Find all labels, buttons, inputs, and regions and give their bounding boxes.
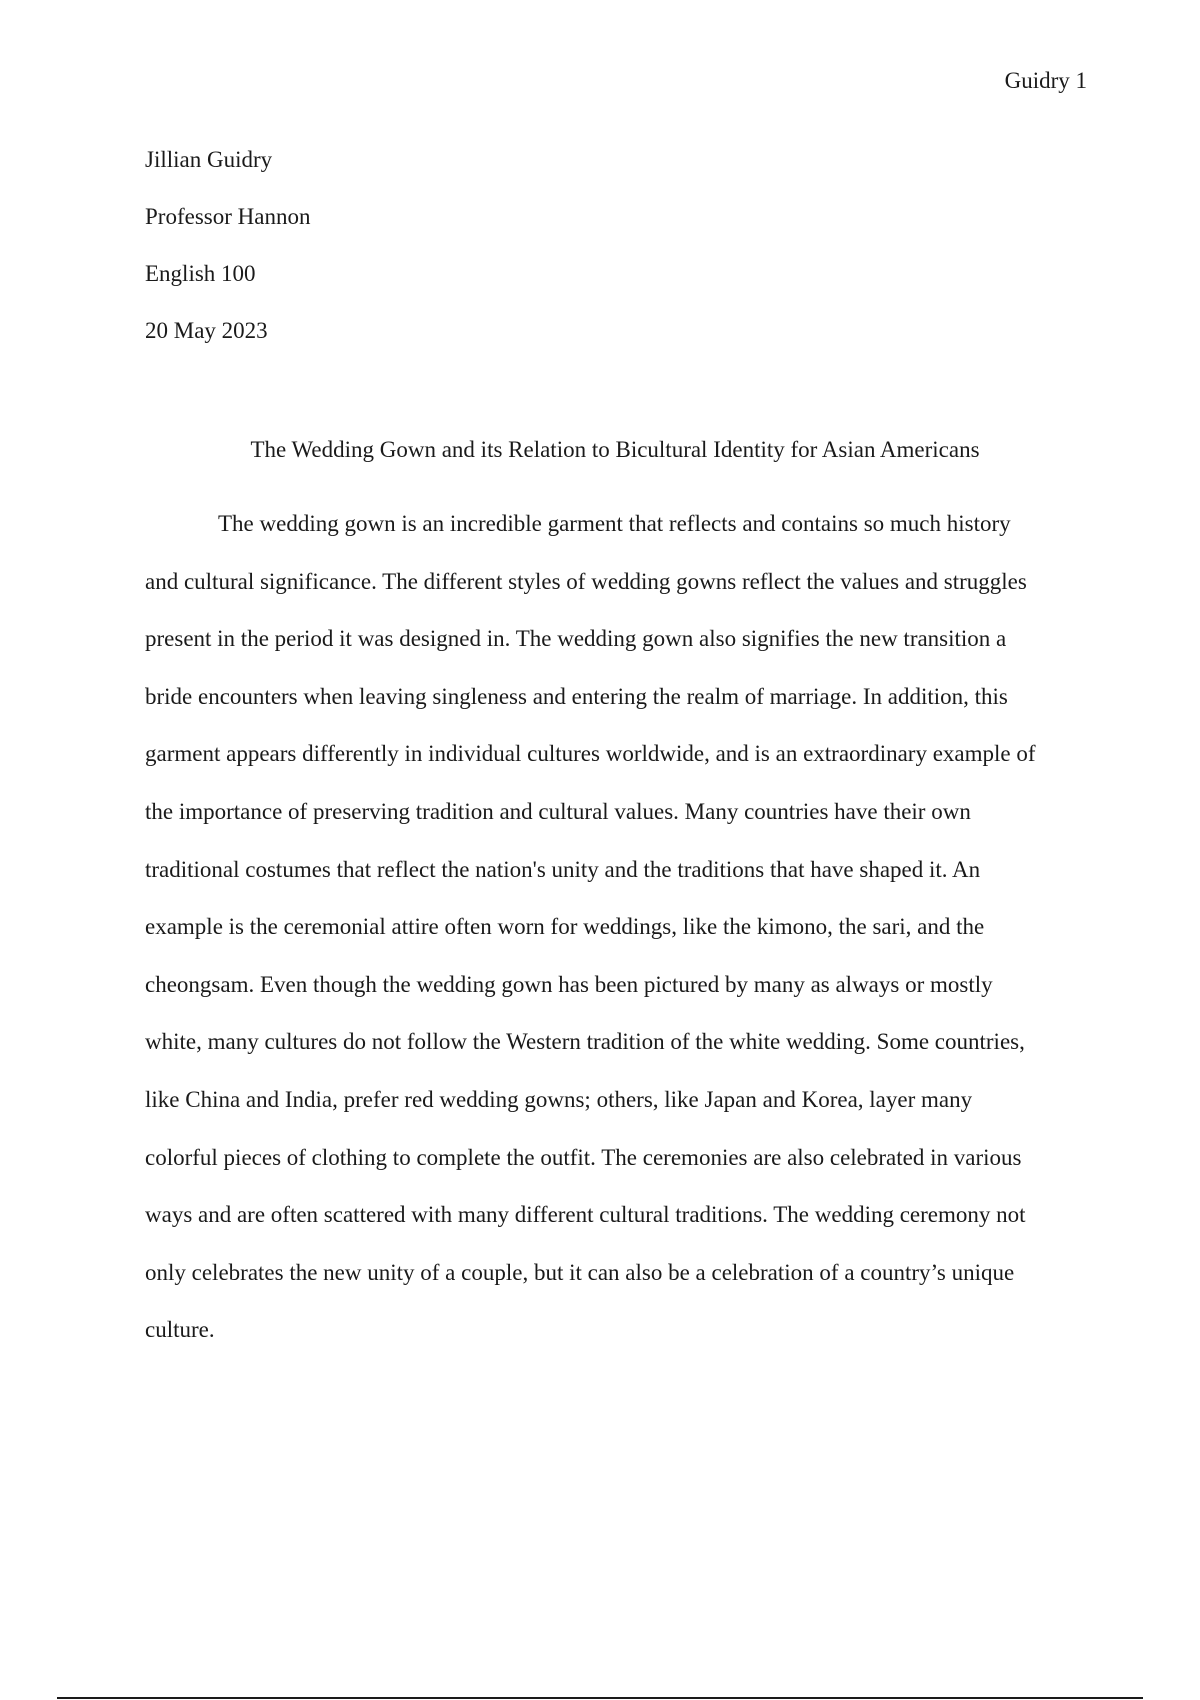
paragraph-line: only celebrates the new unity of a couple, but it can also be a celebration of a country’s unique: [145, 1259, 1015, 1285]
paragraph-line: the importance of preserving tradition and cultural values. Many countries have their own: [145, 798, 971, 824]
instructor-name: Professor Hannon: [145, 204, 311, 229]
paragraph-line: and cultural significance. The different styles of wedding gowns reflect the values and struggles: [145, 568, 1027, 594]
paragraph-line: present in the period it was designed in. The wedding gown also signifies the new transition a: [145, 626, 1007, 652]
paragraph-line: example is the ceremonial attire often worn for weddings, like the kimono, the sari, and the: [145, 914, 985, 940]
author-name: Jillian Guidry: [145, 147, 273, 172]
mla-heading: [145, 145, 1085, 373]
paragraph-line: white, many cultures do not follow the Western tradition of the white wedding. Some countries,: [145, 1029, 1025, 1055]
page-bottom-rule: [57, 1697, 1143, 1699]
essay-title: The Wedding Gown and its Relation to Bicultural Identity for Asian Americans: [250, 437, 980, 462]
paragraph-line: cheongsam. Even though the wedding gown has been pictured by many as always or mostly: [145, 971, 993, 997]
paragraph-line: bride encounters when leaving singleness and entering the realm of marriage. In addition, this: [145, 683, 1008, 709]
paragraph-line: culture.: [145, 1317, 215, 1343]
paragraph-line: ways and are often scattered with many different cultural traditions. The wedding ceremony not: [145, 1202, 1026, 1228]
essay-date: 20 May 2023: [145, 318, 268, 343]
running-header: Guidry 1: [1004, 68, 1087, 93]
course-name: English 100: [145, 261, 256, 286]
essay-body-paragraph: [145, 495, 1085, 1359]
paragraph-line: The wedding gown is an incredible garment that reflects and contains so much history: [218, 511, 1011, 536]
paragraph-line: garment appears differently in individual cultures worldwide, and is an extraordinary example of: [145, 741, 1036, 767]
paragraph-line: like China and India, prefer red wedding gowns; others, like Japan and Korea, layer many: [145, 1086, 973, 1112]
paragraph-line: traditional costumes that reflect the nation's unity and the traditions that have shaped it. An: [145, 856, 981, 882]
paragraph-line: colorful pieces of clothing to complete the outfit. The ceremonies are also celebrated in various: [145, 1144, 1022, 1170]
